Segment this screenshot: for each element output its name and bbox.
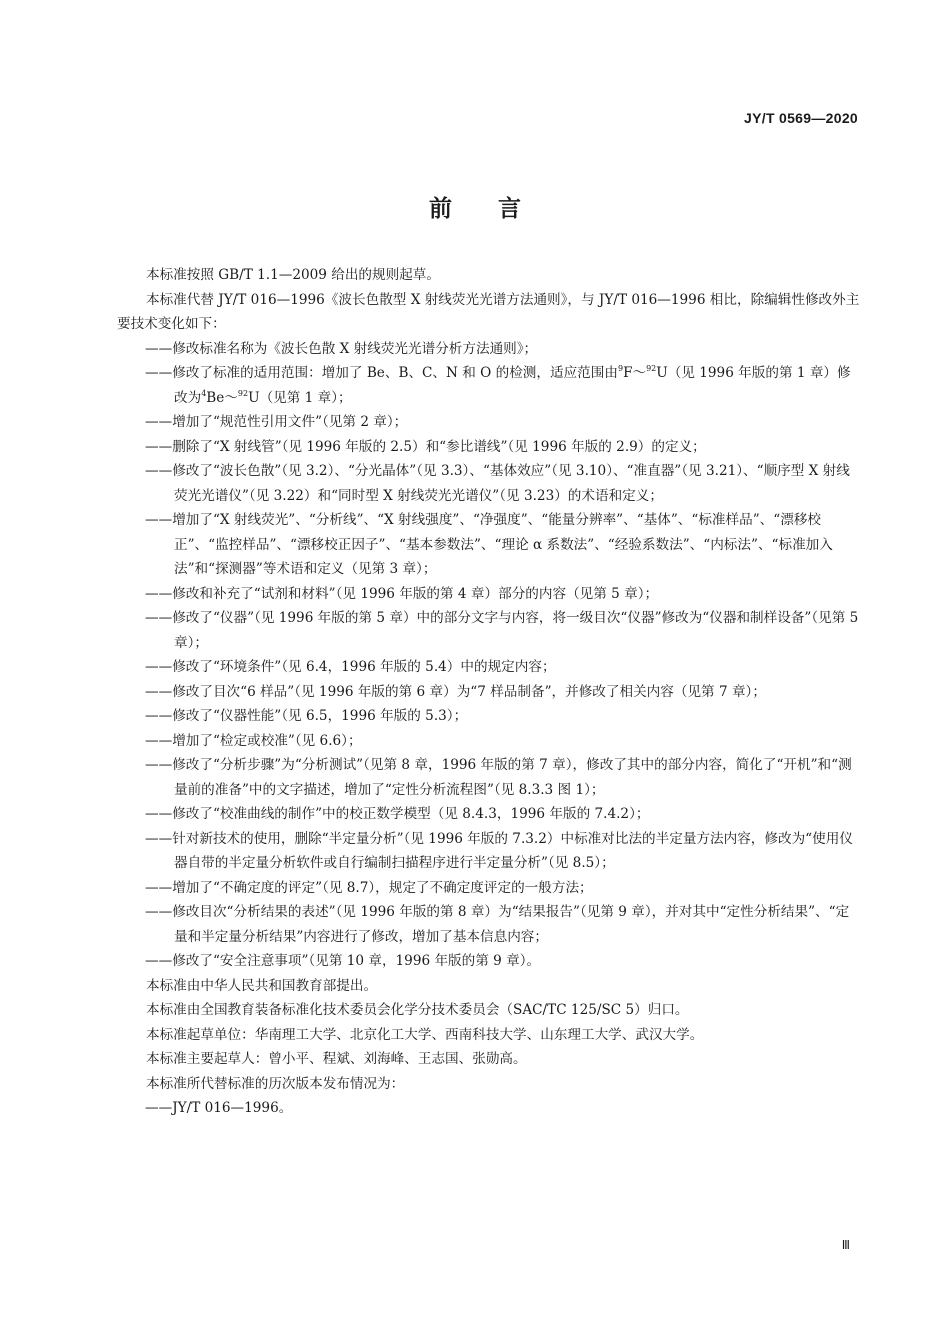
- change-item: ——修改了“波长色散”（见 3.2）、“分光晶体”（见 3.3）、“基体效应”（见 3.10）、“准直器”（见 3.21）、“顺序型 X 射线荧光光谱仪”（见 3.22）和“同时型 X 射线荧光光谱仪”（见 3.23）的术语和定义；: [145, 463, 850, 504]
- change-item: ——修改和补充了“试剂和材料”（见 1996 年版的第 4 章）部分的内容（见第 5 章）；: [145, 585, 659, 602]
- history-item: ——JY/T 016—1996。: [145, 1100, 293, 1116]
- change-item: ——修改了“安全注意事项”（见第 10 章，1996 年版的第 9 章）。: [145, 953, 541, 969]
- change-item: ——修改了“环境条件”（见 6.4，1996 年版的 5.4）中的规定内容；: [145, 659, 556, 675]
- page-title: [0, 190, 950, 223]
- change-item: ——修改标准名称为《波长色散 X 射线荧光光谱分析方法通则》；: [145, 340, 538, 357]
- change-item: ——修改了“仪器性能”（见 6.5，1996 年版的 5.3）；: [145, 708, 468, 724]
- change-item: ——删除了“X 射线管”（见 1996 年版的 2.5）和“参比谱线”（见 1996 年版的 2.9）的定义；: [145, 438, 706, 455]
- change-item: ——针对新技术的使用，删除“半定量分析”（见 1996 年版的 7.3.2）中标准对比法的半定量方法内容，修改为“使用仪器自带的半定量分析软件或自行编制扫描程序进行半定量分析”（见 8.5）；: [145, 830, 853, 871]
- change-item: ——增加了“规范性引用文件”（见第 2 章）；: [145, 414, 408, 430]
- change-item: ——修改了“分析步骤”为“分析测试”（见第 8 章，1996 年版的第 7 章），修改了其中的部分内容，简化了“开机”和“测量前的准备”中的文字描述，增加了“定性分析流程图”（见 8.3.3 图 1）；: [145, 757, 852, 798]
- change-item-scope: ——修改了标准的适用范围：增加了 Be、B、C、N 和 O 的检测，适应范围由$^9$F～$^{92}$U（见 1996 年版的第 1 章）修改为$^4$Be～$^{92}$U（见第 1 章）；: [145, 364, 851, 406]
- change-item: ——修改目次“分析结果的表述”（见 1996 年版的第 8 章）为“结果报告”（见第 9 章），并对其中“定性分析结果”、“定量和半定量分析结果”内容进行了修改，增加了基本信息内容；: [145, 904, 850, 945]
- paragraph: 本标准所代替标准的历次版本发布情况为：: [146, 1075, 405, 1092]
- paragraph: 本标准按照 GB/T 1.1—2009 给出的规则起草。: [146, 267, 440, 283]
- change-item: ——增加了“检定或校准”（见 6.6）；: [145, 732, 362, 749]
- change-item: ——修改了“校准曲线的制作”中的校正数学模型（见 8.4.3，1996 年版的 7.4.2）；: [145, 806, 650, 822]
- paragraph: 本标准主要起草人：曾小平、程斌、刘海峰、王志国、张勋高。: [146, 1051, 527, 1067]
- page-number: Ⅲ: [841, 1238, 850, 1252]
- change-item: ——修改了“仪器”（见 1996 年版的第 5 章）中的部分文字与内容，将一级目次“仪器”修改为“仪器和制样设备”（见第 5 章）；: [145, 610, 859, 651]
- change-item: ——修改了目次“6 样品”（见 1996 年版的第 6 章）为“7 样品制备”，并修改了相关内容（见第 7 章）；: [145, 683, 766, 700]
- paragraph: 本标准由全国教育装备标准化技术委员会化学分技术委员会（SAC/TC 125/SC 5）归口。: [146, 1002, 689, 1018]
- title-char-2: 言: [498, 196, 521, 222]
- standard-code: JY/T 0569—2020: [744, 110, 858, 126]
- title-char-1: 前: [429, 196, 452, 222]
- change-item: ——增加了“X 射线荧光”、“分析线”、“X 射线强度”、“净强度”、“能量分辨率”、“基体”、“标准样品”、“漂移校正”、“监控样品”、“漂移校正因子”、“基本参数法”、“理论 α 系数法”、“经验系数法”、“内标法”、“标准加入法”和“探测器”等术语和定义（见第 3 章）；: [145, 512, 833, 577]
- change-item: ——增加了“不确定度的评定”（见 8.7），规定了不确定度评定的一般方法；: [145, 879, 593, 896]
- paragraph: 本标准起草单位：华南理工大学、北京化工大学、西南科技大学、山东理工大学、武汉大学。: [146, 1026, 704, 1043]
- paragraph: 本标准代替 JY/T 016—1996《波长色散型 X 射线荧光光谱方法通则》，与 JY/T 016—1996 相比，除编辑性修改外主要技术变化如下：: [117, 291, 860, 332]
- paragraph: 本标准由中华人民共和国教育部提出。: [146, 977, 378, 994]
- foreword-body: [117, 263, 862, 1121]
